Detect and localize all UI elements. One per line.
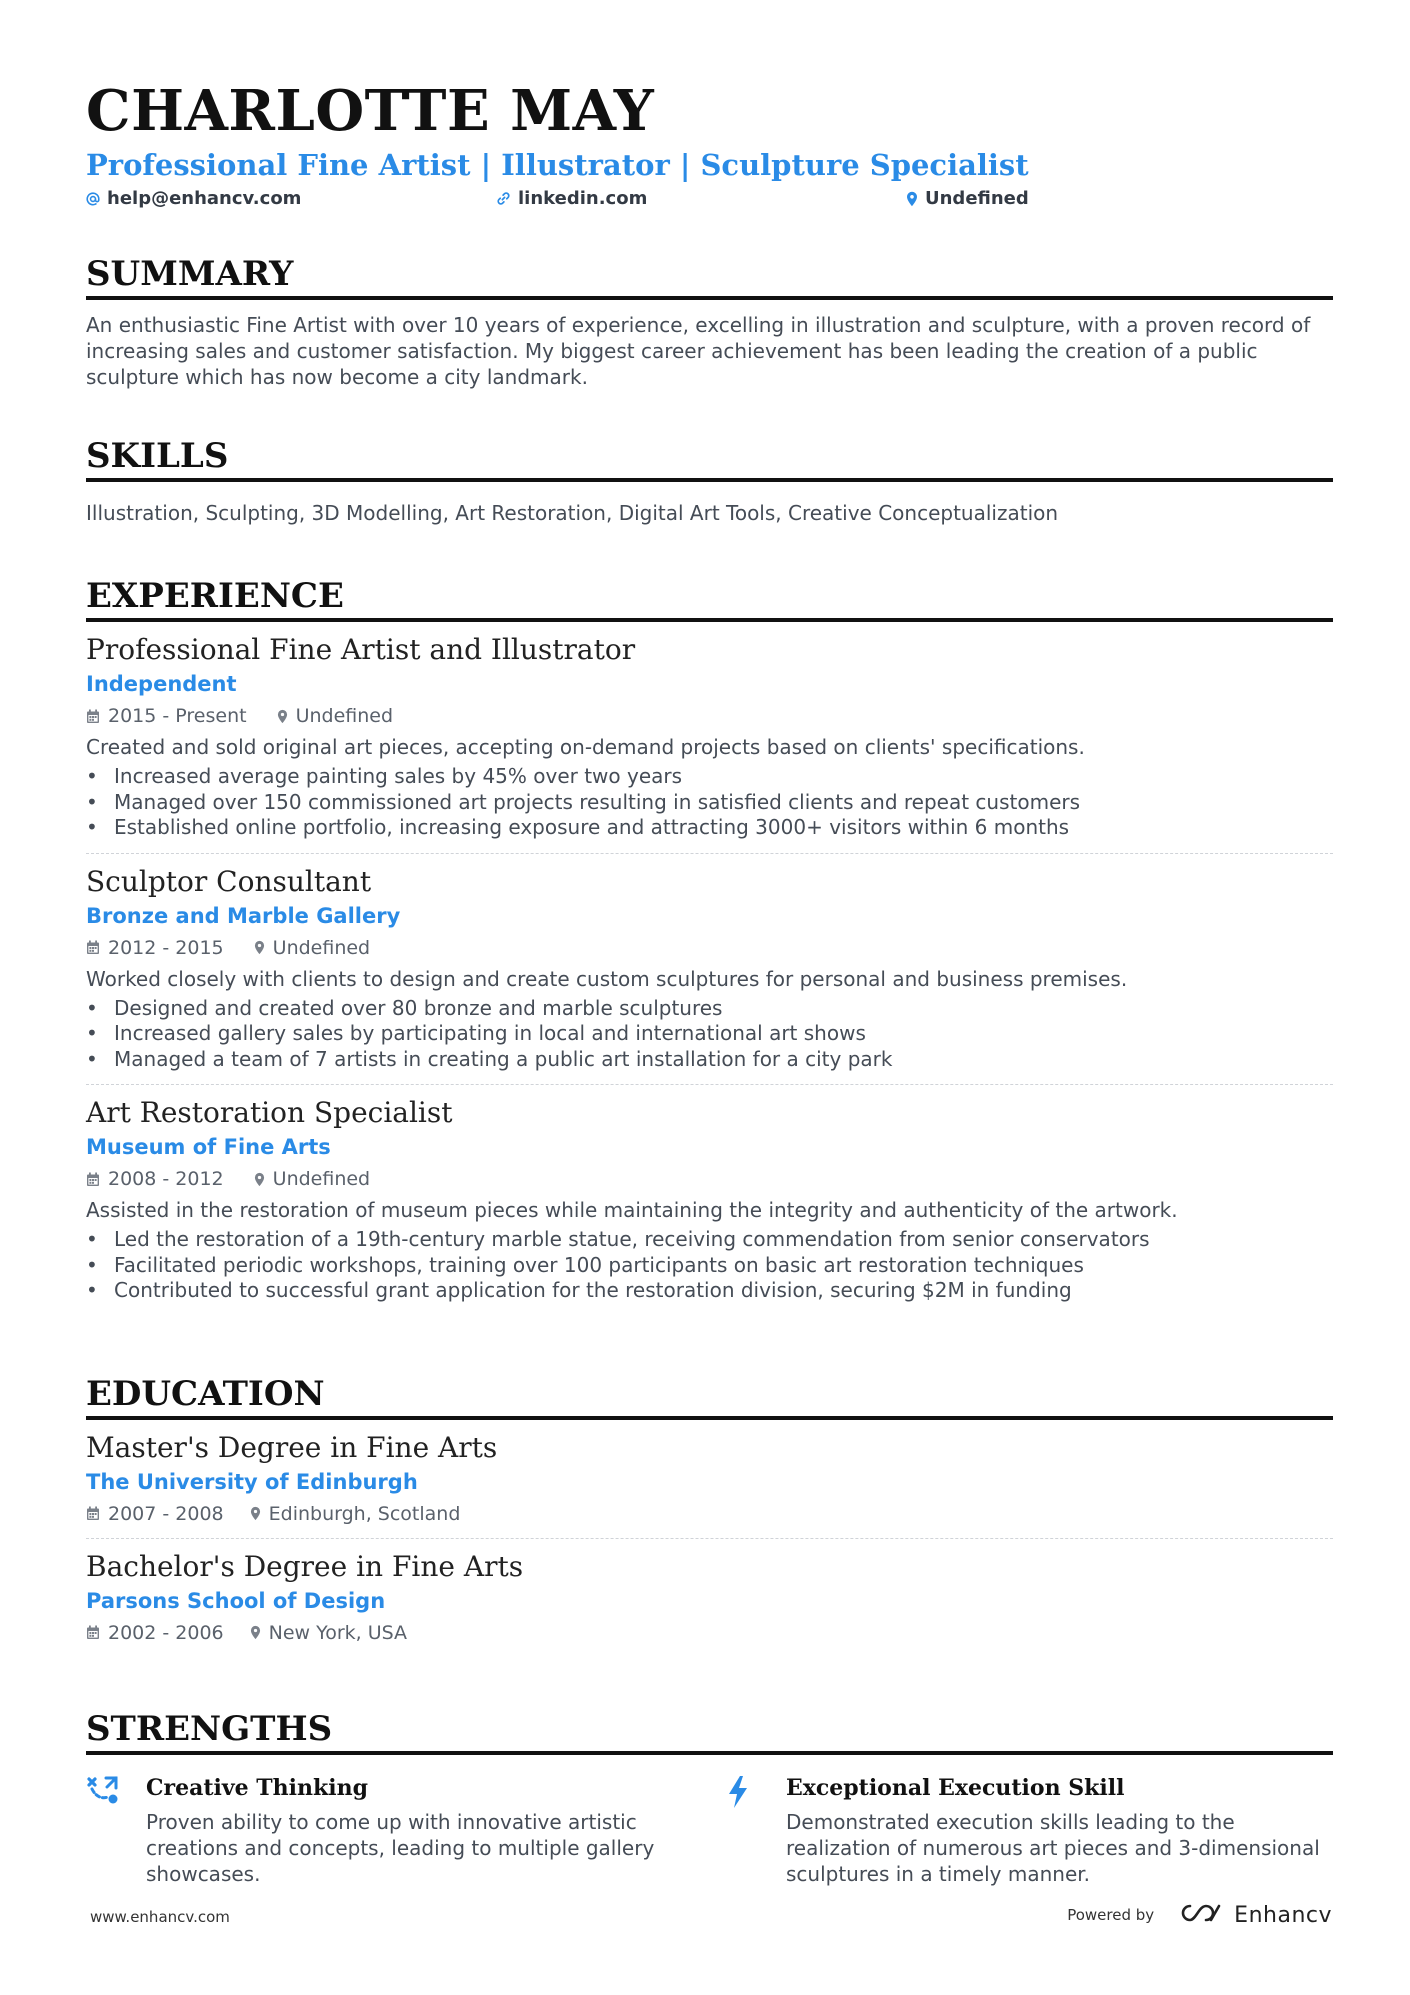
strength-item: [726, 1773, 1333, 1887]
education-location: Edinburgh, Scotland: [268, 1502, 461, 1525]
strengths-section: [86, 1709, 1333, 1887]
location-pin-icon: [277, 709, 288, 724]
calendar-icon: [86, 1625, 100, 1640]
job-description: Assisted in the restoration of museum pieces while maintaining the integrity and authenticity of the artwork.: [86, 1198, 1178, 1222]
location-pin-icon: [250, 1506, 261, 1521]
education-dates: 2002 - 2006: [108, 1621, 224, 1644]
education-entry: [86, 1430, 1333, 1539]
education-section: [86, 1374, 1333, 1657]
at-sign-icon: [86, 192, 100, 206]
experience-entry: [86, 1095, 1333, 1316]
location-pin-icon: [906, 191, 918, 207]
candidate-name: CHARLOTTE MAY: [86, 78, 655, 144]
skills-heading: SKILLS: [86, 436, 1333, 482]
experience-heading: EXPERIENCE: [86, 576, 1333, 622]
linkedin-text: linkedin.com: [518, 188, 648, 209]
achievement-item: • Managed over 150 commissioned art projects resulting in satisfied clients and repeat customers: [86, 790, 1333, 816]
lightning-bolt-icon: [726, 1773, 786, 1887]
candidate-headline: Professional Fine Artist | Illustrator | Sculpture Specialist: [86, 148, 1029, 182]
achievement-item: • Increased gallery sales by participating in local and international art shows: [86, 1021, 1333, 1047]
school-name: The University of Edinburgh: [86, 1469, 418, 1494]
job-location: Undefined: [272, 936, 371, 959]
education-location: New York, USA: [268, 1621, 408, 1644]
calendar-icon: [86, 709, 100, 724]
achievement-item: • Increased average painting sales by 45% over two years: [86, 764, 1333, 790]
skills-text: Illustration, Sculpting, 3D Modelling, Art Restoration, Digital Art Tools, Creative Conceptualization: [86, 501, 1059, 525]
job-location: Undefined: [272, 1168, 371, 1190]
job-title: Sculptor Consultant: [86, 864, 372, 898]
brand-name: Enhancv: [1234, 1902, 1332, 1928]
contact-email[interactable]: [86, 188, 301, 209]
strength-description: Demonstrated execution skills leading to the realization of numerous art pieces and 3-dimensional sculptures in a timely manner.: [786, 1809, 1320, 1886]
job-description: Created and sold original art pieces, accepting on-demand projects based on clients' specifications.: [86, 735, 1085, 759]
creative-strategy-icon: [86, 1773, 146, 1887]
job-dates: 2008 - 2012: [108, 1168, 224, 1190]
achievement-item: • Facilitated periodic workshops, training over 100 participants on basic art restoration techniques: [86, 1253, 1333, 1279]
job-meta: [86, 936, 1333, 960]
email-text: help@enhancv.com: [107, 188, 302, 209]
calendar-icon: [86, 1172, 100, 1187]
summary-text: An enthusiastic Fine Artist with over 10 years of experience, excelling in illustration and sculpture, with a proven record of increasing sales and customer satisfaction. My biggest career achievement has been leading the creation of a public sculpture which has now become a city landmark.: [86, 313, 1311, 389]
company-name: Museum of Fine Arts: [86, 1135, 331, 1159]
strengths-grid: [86, 1773, 1333, 1887]
location-pin-icon: [254, 1172, 265, 1187]
job-location: Undefined: [295, 705, 394, 727]
summary-section: [86, 254, 1333, 390]
strength-item: [86, 1773, 726, 1887]
experience-entry: [86, 632, 1333, 854]
job-title: Professional Fine Artist and Illustrator: [86, 633, 636, 666]
footer-website[interactable]: www.enhancv.com: [90, 1908, 230, 1926]
experience-entry: [86, 864, 1333, 1086]
calendar-icon: [86, 940, 100, 955]
contact-row: [86, 188, 1333, 214]
job-description: Worked closely with clients to design and create custom sculptures for personal and business premises.: [86, 966, 1128, 991]
achievement-list: [86, 996, 1333, 1073]
page-footer: [90, 1902, 1332, 1932]
strength-title: Creative Thinking: [146, 1774, 369, 1801]
enhancv-logo-icon: [1180, 1902, 1226, 1928]
achievement-list: [86, 764, 1333, 841]
strengths-heading: STRENGTHS: [86, 1709, 1333, 1755]
achievement-item: • Contributed to successful grant application for the restoration division, securing $2M in funding: [86, 1278, 1333, 1304]
resume-header: [86, 78, 1333, 214]
education-meta: [86, 1502, 1333, 1526]
degree-title: Bachelor's Degree in Fine Arts: [86, 1549, 524, 1583]
strength-title: Exceptional Execution Skill: [786, 1774, 1125, 1801]
education-meta: [86, 1621, 1333, 1645]
summary-heading: SUMMARY: [86, 254, 1333, 300]
degree-title: Master's Degree in Fine Arts: [86, 1430, 498, 1464]
experience-section: [86, 576, 1333, 1316]
achievement-item: • Designed and created over 80 bronze and marble sculptures: [86, 996, 1333, 1022]
contact-location: [906, 188, 1029, 209]
job-dates: 2012 - 2015: [108, 936, 224, 959]
location-pin-icon: [254, 940, 265, 955]
link-icon: [496, 191, 511, 206]
powered-by-label: Powered by: [1067, 1906, 1155, 1924]
calendar-icon: [86, 1506, 100, 1521]
job-title: Art Restoration Specialist: [86, 1096, 453, 1129]
achievement-list: [86, 1227, 1333, 1304]
job-dates: 2015 - Present: [108, 705, 247, 727]
company-name: Bronze and Marble Gallery: [86, 903, 401, 928]
skills-section: [86, 436, 1333, 526]
location-text: Undefined: [925, 188, 1029, 209]
education-entry: [86, 1549, 1333, 1657]
achievement-item: • Established online portfolio, increasing exposure and attracting 3000+ visitors within 6 months: [86, 815, 1333, 841]
education-heading: EDUCATION: [86, 1374, 1333, 1420]
strength-description: Proven ability to come up with innovative artistic creations and concepts, leading to multiple gallery showcases.: [146, 1809, 655, 1886]
achievement-item: • Led the restoration of a 19th-century marble statue, receiving commendation from senior conservators: [86, 1227, 1333, 1253]
powered-by[interactable]: [1067, 1902, 1332, 1928]
location-pin-icon: [250, 1625, 261, 1640]
school-name: Parsons School of Design: [86, 1588, 386, 1613]
resume-page: [86, 78, 1333, 1887]
achievement-item: • Managed a team of 7 artists in creating a public art installation for a city park: [86, 1047, 1333, 1073]
contact-linkedin[interactable]: [496, 188, 647, 209]
job-meta: [86, 704, 1333, 728]
education-dates: 2007 - 2008: [108, 1502, 224, 1525]
company-name: Independent: [86, 672, 237, 696]
job-meta: [86, 1167, 1333, 1191]
